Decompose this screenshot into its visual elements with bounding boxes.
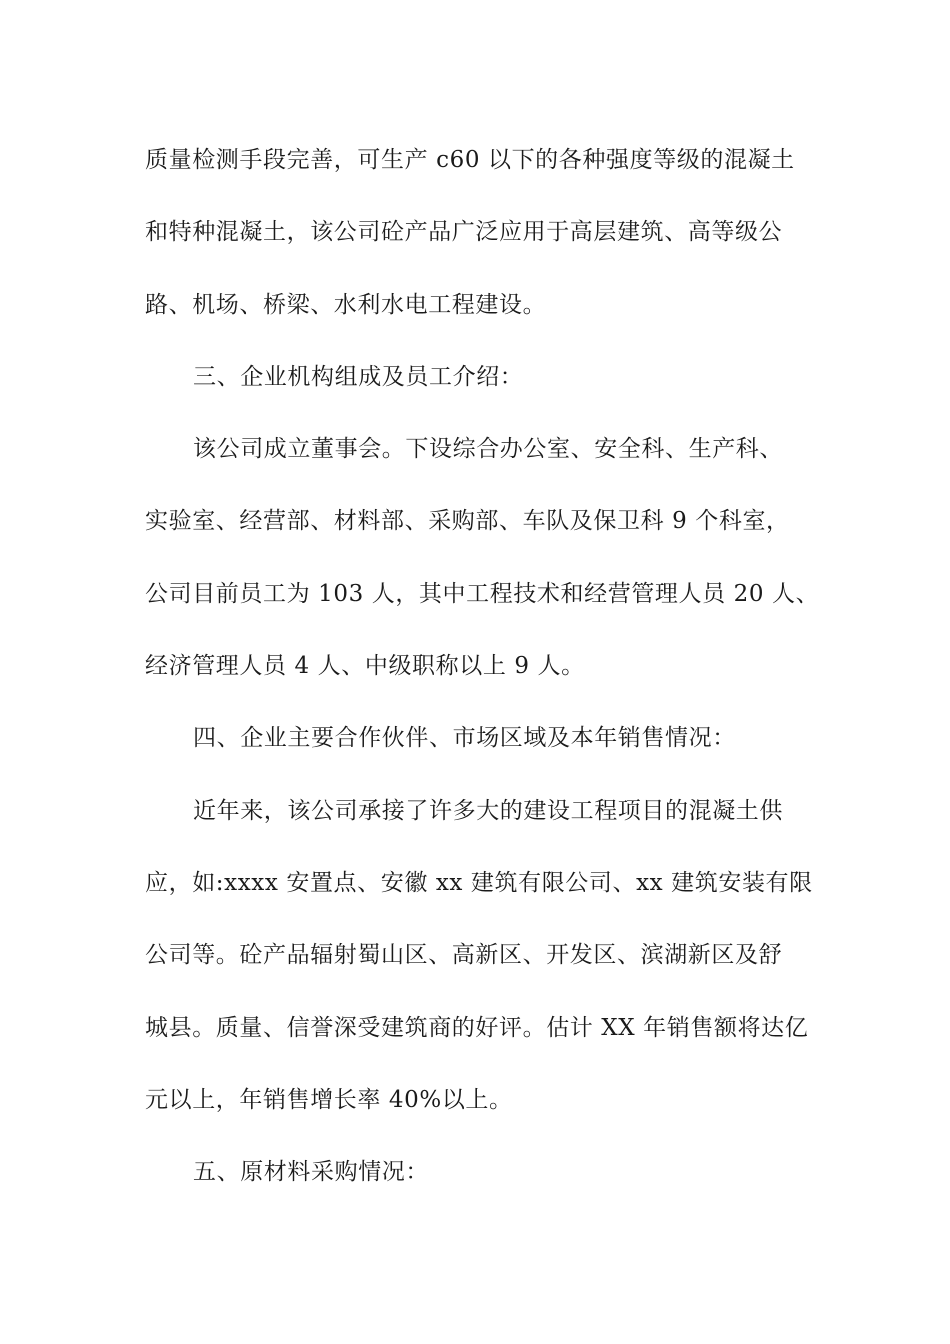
paragraph-line: 实验室、经营部、材料部、采购部、车队及保卫科 9 个科室， <box>145 508 790 535</box>
paragraph-line: 公司目前员工为 103 人，其中工程技术和经营管理人员 20 人、 <box>145 580 820 607</box>
paragraph-line: 该公司成立董事会。下设综合办公室、安全科、生产科、 <box>193 436 783 463</box>
paragraph-line: 元以上，年销售增长率 40%以上。 <box>145 1086 513 1113</box>
paragraph-line: 公司等。砼产品辐射蜀山区、高新区、开发区、滨湖新区及舒 <box>145 942 783 969</box>
section-heading-4: 四、企业主要合作伙伴、市场区域及本年销售情况： <box>193 725 736 752</box>
paragraph-line: 质量检测手段完善，可生产 c60 以下的各种强度等级的混凝土 <box>145 147 795 173</box>
paragraph-line: 应，如:xxxx 安置点、安徽 xx 建筑有限公司、xx 建筑安装有限 <box>145 869 813 896</box>
paragraph-line: 和特种混凝土，该公司砼产品广泛应用于高层建筑、高等级公 <box>145 219 783 246</box>
body-text <box>145 124 820 1208</box>
paragraph-line: 路、机场、桥梁、水利水电工程建设。 <box>145 291 547 318</box>
paragraph-line: 城县。质量、信誉深受建筑商的好评。估计 XX 年销售额将达亿 <box>145 1014 809 1041</box>
paragraph-line: 经济管理人员 4 人、中级职称以上 9 人。 <box>145 653 585 680</box>
section-heading-3: 三、企业机构组成及员工介绍： <box>193 363 524 390</box>
section-heading-5: 五、原材料采购情况： <box>193 1159 429 1186</box>
paragraph-line: 近年来，该公司承接了许多大的建设工程项目的混凝土供 <box>193 797 783 824</box>
